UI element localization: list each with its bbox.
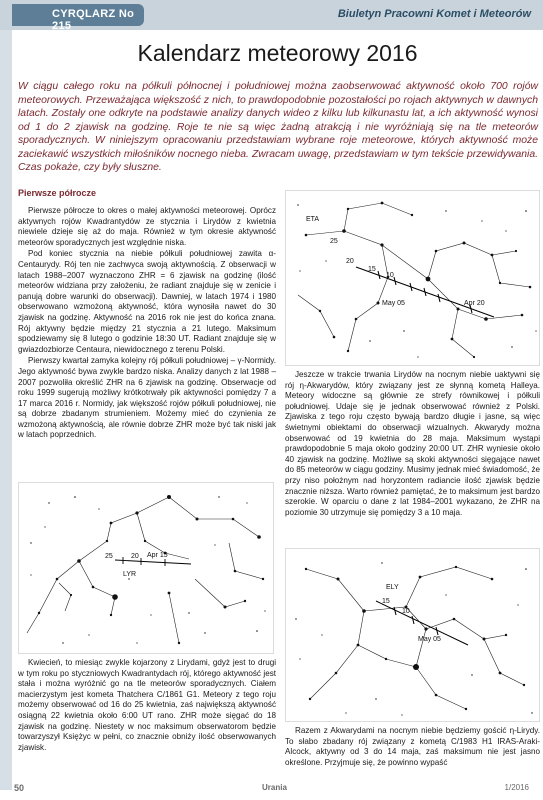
paragraph: Pod koniec stycznia na niebie półkuli południowej zawita α-Centaurydy. Rój ten nie zachwyca swoją aktywnością. Z obserwacji w latach 1988–2007 wyznaczono ZHR = 6 zjawisk na godzinę (ilość meteorów widziana przy założeniu, że radiant znajduje się w zenicie i panują dobre warunki do obserwacji). Dawniej, w latach 1974 i 1980 obserwowano wzmożoną aktywność, która wynosiła nawet do 30 zjawisk na godzinę. Aktywność na 2016 rok nie jest do końca znana. Rój aktywny będzie między 21 stycznia a 21 lutego. Maksimum spodziewamy się 8 lutego o godzinie 18:30 UT. Radiant znajduje się w gwiazdozbiorze Centaura, niewidocznego z terenu Polski.	[18, 249, 276, 354]
map-tick-label: Apr 15	[147, 552, 168, 559]
article-title: Kalendarz meteorowy 2016	[137, 40, 418, 66]
map-tick-label: 20	[131, 553, 139, 560]
section-heading: Pierwsze półrocze	[18, 188, 97, 198]
map-radiant-label: ELY	[386, 584, 399, 591]
map-tick-label: 15	[368, 266, 376, 273]
right-column-bottom	[285, 726, 540, 769]
map-radiant-label: LYR	[123, 571, 137, 578]
bulletin-title: Biuletyn Pracowni Komet i Meteorów	[337, 8, 531, 20]
left-column	[18, 188, 276, 442]
map-tick-label: 20	[346, 258, 354, 265]
eta-lyrids-star-map	[285, 548, 540, 722]
paragraph: Jeszcze w trakcie trwania Lirydów na nocnym niebie uaktywni się rój η-Akwarydów, który związany jest ze słynną kometą Halleya. Meteory widoczne są głównie ze strefy równikowej i półkuli południowej. Udaje się je jednak obserwować również z Polski. Zjawiska z tego roju często bywają bardzo długie i jasne, są więc świetnymi obiektami do obserwacji wizualnych. Akwarydy można obserwować od 19 kwietnia do 28 maja. Maksimum wystąpi prawdopodobnie 5 maja około godziny 20:00 UT. ZHR wyniesie około 40 zjawisk na godzinę. Możliwe są skoki aktywności sięgające nawet do 85 meteorów w ciągu godziny. Musimy jednak mieć świadomość, że przy niso położnym nad horyzontem radiancie ilość zjawisk będzie znacznie niższa. Warto również pamiętać, że to maksimum jest bardzo szerokie. W oparciu o dane z lat 1984–2001 wykazano, że ZHR na poziomie 30 utrzymuje się pomiędzy 3 a 10 maja.	[285, 370, 540, 517]
issue-number: 1/2016	[504, 783, 529, 792]
map-tick-label: May 05	[418, 636, 441, 643]
map-tick-label: 10	[386, 272, 394, 279]
paragraph: Pierwsze półrocze to okres o małej aktywności meteorowej. Oprócz aktywnych rojów Kwadrantydów ze stycznia i Lirydów z kwietnia niewiele dzieje się aż do maja. Również w tym okresie aktywność meteorów sporadycznych jest względnie niska.	[18, 206, 276, 247]
issue-badge	[12, 4, 144, 32]
article-intro: W ciągu całego roku na półkuli północnej i południowej można zaobserwować aktywność około 700 rojów meteorowych. Przeważająca większość z nich, to prawdopodobnie pozostałości po rojach aktywnych w dawnych latach. Zostały one odkryte na podstawie analizy danych wideo z kilku lub kilkunastu lat, a ich aktywność wynosi od 1 do 2 zjawisk na godzinę. Roje te nie są więc żadną atrakcją i nie wyróżniają się na tle meteorów sporadycznych. W niniejszym opracowaniu przedstawiam wybrane roje meteorowe, których aktywność może zaciekawić wszystkich miłośników nocnego nieba. Zwracam uwagę, przedstawiam w tym tekście przewidywania. Czas pokaże, czy były słuszne.	[18, 81, 538, 173]
map-radiant-label: ETA	[306, 216, 320, 223]
page-number: 50	[14, 783, 25, 793]
paragraph: Kwiecień, to miesiąc zwykle kojarzony z Lirydami, gdyż jest to drugi w tym roku po styczniowych Kwadrantydach rój, którego aktywność jest stała i można wyróżnić go na tle meteorów sporadycznych. Ciałem macierzystym jest kometa Thatchera C/1861 G1. Meteory z tego roju możemy obserwować od 16 do 25 kwietnia, zaś największą aktywność osiągną 22 kwietnia około 6:00 UT rano. ZHR może sięgać do 18 zjawisk na godzinę. Niestety w noc maksimum obserwatorom będzie towarzyszył Księżyc w pełni, co znacznie obniży ilość obserwowanych zjawisk.	[18, 658, 276, 752]
left-margin-bar	[0, 30, 12, 790]
lyrids-star-map	[18, 482, 274, 654]
right-column-top	[285, 370, 540, 519]
map-tick-label: 10	[402, 608, 410, 615]
map-tick-label: Apr 20	[464, 300, 485, 307]
left-bottom-column	[18, 658, 276, 754]
map-tick-label: 25	[330, 238, 338, 245]
paragraph: Razem z Akwarydami na nocnym niebie będziemy gościć η-Lirydy. To słabo zbadany rój związany z kometą C/1983 H1 IRAS-Araki-Alcock, aktywny od 3 do 14 maja, zaś maksimum nie jest jasno określone. Przyjmuje się, że powinno wypaść	[285, 726, 540, 767]
issue-badge-text: CYRQLARZ No 215	[52, 8, 135, 32]
map-tick-label: 25	[105, 553, 113, 560]
map-tick-label: May 05	[382, 300, 405, 307]
paragraph: Pierwszy kwartał zamyka kolejny rój półkuli południowej – γ-Normidy. Jego aktywność bywa zwykle bardzo niska. Analizy danych z lat 1988 – 2007 pozwoliła określić ZHR na 6 zjawisk na godzinę. Obserwacje od roku 1999 sugerują możliwy krótkotrwały pik aktywności pomiędzy 7 a 17 marca 2016 r. Normidy, jak większość rojów półkuli południowej, nie są dobrze zbadanym strumieniem. Możemy mieć do czynienia ze wzmożoną aktywnością, ale równie dobrze ZHR może być tak niski jak w latach poprzednich.	[18, 356, 276, 440]
header-bar	[0, 0, 543, 30]
magazine-name: Urania	[262, 783, 287, 792]
eta-aquariids-star-map	[285, 190, 540, 366]
map-tick-label: 15	[382, 598, 390, 605]
